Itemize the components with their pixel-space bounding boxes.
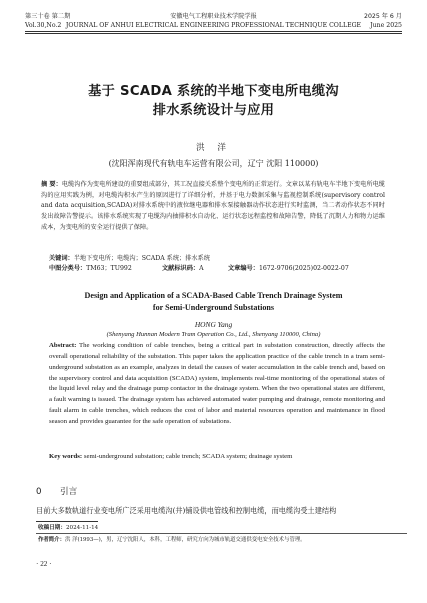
abstract-cn-text: 电缆沟作为变电所建设的重要组成部分，其工况直接关系整个变电所的正常运行。文章以某有轨电车半地下变电所电缆沟的应用实践为例，对电缆沟积水产生的原因进行了详细分析，并基于电力数据采集与监视控制系统(supervisory control and data acquisition,SCADA)对排水系统中的液位继电器和排水泵接触器动作状态进行实时监测，当二者动作状态不同时发出故障告警提示。该排水系统实现了电缆沟内抽排积水自动化、运行状态远程监控和故障告警，降低了沉期人力和物力运维成本，为变电所的安全运行提供了保障。: [41, 181, 385, 231]
keywords-en-label: Key words:: [49, 453, 83, 460]
doc-code-group: [162, 264, 228, 274]
abstract-cn: [41, 180, 385, 234]
header-date-en: June 2025: [370, 22, 402, 29]
journal-header: [25, 12, 402, 38]
author-bio-label: 作者简介：: [38, 537, 65, 543]
keywords-cn-text: 半地下变电所；电缆沟；SCADA 系统；排水系统: [73, 255, 210, 262]
clc-label: 中图分类号：: [49, 265, 87, 272]
section-number: 0: [36, 487, 42, 497]
abstract-en-text: The working condition of cable trenches, being a critical part in substation construction, directly affects the overall operational reliability of the substation. This paper takes the application practice of the cable trench in a tram semi-underground substation as an example, analyzes in detail the causes of water accumulation in the cable trench and, based on the supervisory control and data acquisition (SCADA) system, implements real-time monitoring of the operational states of the liquid level relay and the drainage pump contactor in the drainage system. When the two operational states are different, a fault warning is issued. The drainage system has achieved automated water pumping and drainage, remote monitoring and fault alarm in cable trenches, which reduces the cost of labor and material resources operation and maintenance in flood season and provides guarantee for the safe operation of substations.: [49, 342, 385, 425]
clc-value: TM63；TU992: [86, 265, 132, 272]
keywords-cn: [49, 254, 385, 264]
keywords-en: [49, 452, 385, 462]
header-volume-cn: 第三十卷 第二期: [25, 13, 71, 20]
title-en: [0, 290, 427, 314]
doc-code-label: 文献标识码：: [162, 265, 200, 272]
abstract-cn-label: 摘 要：: [41, 181, 62, 188]
header-date-cn: 2025 年 6 月: [364, 13, 402, 20]
classification-line: [49, 264, 407, 274]
article-number-value: 1672-9706(2025)02-0022-07: [258, 265, 349, 272]
header-volume-en: Vol.30,No.2: [25, 22, 62, 29]
doc-code-value: A: [199, 265, 204, 272]
affiliation-cn: (沈阳浑南现代有轨电车运营有限公司，辽宁 沈阳 110000): [108, 159, 319, 168]
section-title: 引言: [60, 487, 78, 497]
abstract-en: [49, 341, 385, 428]
footnote-divider: [36, 533, 407, 534]
author-cn: 洪 洋: [196, 143, 231, 153]
title-cn-line2: 排水系统设计与应用: [152, 103, 275, 118]
article-number-label: 文章编号：: [228, 265, 259, 272]
title-cn-line1: 基于 SCADA 系统的半地下变电所电缆沟: [88, 84, 339, 99]
keywords-cn-label: 关键词：: [49, 255, 74, 262]
section-heading: [36, 485, 77, 497]
author-bio-text: 洪 洋(1993—)，男，辽宁沈阳人，本科，工程师，研究方向为城市轨道交通供变电安全技术与管理。: [64, 537, 306, 543]
article-number-group: [228, 264, 349, 274]
title-en-line1: Design and Application of a SCADA-Based Cable Trench Drainage System: [84, 291, 343, 300]
page-number: · 22 ·: [36, 560, 52, 568]
title-en-line2: for Semi-Underground Substations: [152, 303, 275, 312]
header-center: [25, 12, 402, 30]
body-paragraph: 目前大多数轨道行业变电所广泛采用电缆沟(井)铺设供电管线和控制电缆，而电缆沟受土建结构: [36, 506, 337, 515]
header-journal-cn: 安徽电气工程职业技术学院学报: [170, 13, 257, 20]
header-rule-thin: [25, 33, 402, 34]
author-en: HONG Yang: [194, 320, 233, 329]
received-label: 收稿日期：: [38, 525, 66, 531]
footnote-author-bio: [38, 536, 407, 544]
header-journal-en: JOURNAL OF ANHUI ELECTRICAL ENGINEERING PROFESSIONAL TECHNIQUE COLLEGE: [65, 22, 362, 29]
affiliation-en: (Shenyang Hunnan Modern Tram Operation Co., Ltd., Shenyang 110000, China): [106, 331, 321, 338]
header-right: [364, 12, 402, 30]
footnote-received: [38, 524, 98, 532]
clc-group: [49, 264, 162, 274]
footnote-rule: [36, 521, 98, 522]
received-date: 2024-11-14: [65, 525, 99, 531]
keywords-en-text: semi-underground substation; cable trench; SCADA system; drainage system: [82, 453, 293, 460]
title-cn: [0, 82, 427, 120]
abstract-en-label: Abstract:: [49, 342, 77, 349]
